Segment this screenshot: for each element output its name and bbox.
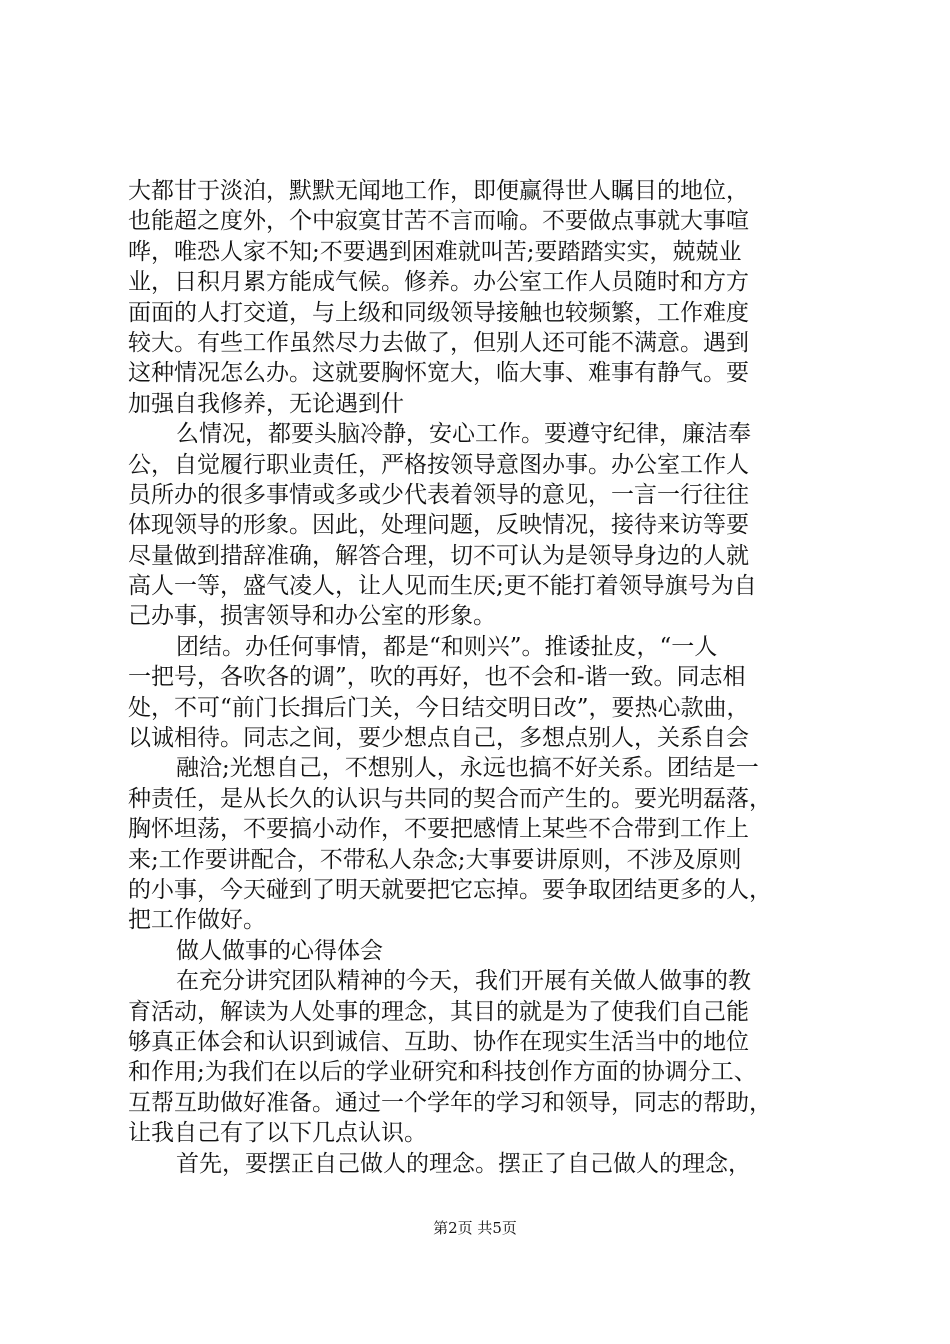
text-line: 大都甘于淡泊，默默无闻地工作，即便赢得世人瞩目的地位，	[128, 178, 749, 204]
text-line: 处，不可“前门长揖后门关，今日结交明日改”，要热心款曲，	[128, 694, 750, 721]
text-line: 加强自我修养，无论遇到什	[128, 390, 404, 417]
text-line: 种责任，是从长久的认识与共同的契合而产生的。要光明磊落，	[128, 785, 772, 812]
text-line: 的小事，今天碰到了明天就要把它忘掉。要争取团结更多的人，	[128, 876, 772, 903]
text-line: 面面的人打交道，与上级和同级领导接触也较频繁，工作难度	[128, 299, 749, 326]
text-line: 体现领导的形象。因此，处理问题，反映情况，接待来访等要	[128, 512, 749, 539]
text-line: 一把号，各吹各的调”，吹的再好，也不会和-谐一致。同志相	[128, 664, 746, 691]
text-line: 融洽;光想自己，不想别人，永远也搞不好关系。团结是一	[176, 755, 759, 782]
text-line: 以诚相待。同志之间，要少想点自己，多想点别人，关系自会	[128, 725, 749, 752]
text-line: 这种情况怎么办。这就要胸怀宽大，临大事、难事有静气。要	[128, 360, 749, 387]
text-line: 较大。有些工作虽然尽力去做了，但别人还可能不满意。遇到	[128, 329, 749, 356]
text-line: 首先，要摆正自己做人的理念。摆正了自己做人的理念，	[176, 1150, 751, 1177]
text-line: 胸怀坦荡，不要搞小动作，不要把感情上某些不合带到工作上	[128, 816, 749, 843]
body-text	[128, 176, 840, 1179]
text-line: 育活动，解读为人处事的理念，其目的就是为了使我们自己能	[128, 998, 749, 1025]
text-line: 来;工作要讲配合，不带私人杂念;大事要讲原则，不涉及原则	[128, 846, 742, 873]
text-line: 在充分讲究团队精神的今天，我们开展有关做人做事的教	[176, 968, 751, 995]
text-line: 互帮互助做好准备。通过一个学年的学习和领导，同志的帮助，	[128, 1089, 772, 1116]
text-line: 哗，唯恐人家不知;不要遇到困难就叫苦;要踏踏实实，兢兢业	[128, 238, 742, 265]
text-line: 员所办的很多事情或多或少代表着领导的意见，一言一行往往	[128, 481, 749, 508]
text-line: 己办事，损害领导和办公室的形象。	[128, 603, 496, 630]
text-line: 尽量做到措辞准确，解答合理，切不可认为是领导身边的人就	[128, 542, 749, 569]
page-number-footer: 第2页 共5页	[433, 1219, 517, 1237]
text-line: 高人一等，盛气凌人，让人见而生厌;更不能打着领导旗号为自	[128, 573, 757, 600]
text-line: 团结。办任何事情，都是“和则兴”。推诿扯皮，“一人	[176, 633, 718, 660]
text-line: 业，日积月累方能成气候。修养。办公室工作人员随时和方方	[128, 269, 749, 296]
text-line: 让我自己有了以下几点认识。	[128, 1120, 427, 1147]
text-line: 把工作做好。	[128, 907, 266, 934]
text-line: 公，自觉履行职业责任，严格按领导意图办事。办公室工作人	[128, 451, 749, 478]
section-heading: 做人做事的心得体会	[176, 937, 383, 964]
text-line: 么情况，都要头脑冷静，安心工作。要遵守纪律，廉洁奉	[176, 421, 751, 448]
text-line: 也能超之度外，个中寂寞甘苦不言而喻。不要做点事就大事喧	[128, 208, 749, 235]
text-line: 和作用;为我们在以后的学业研究和科技创作方面的协调分工、	[128, 1059, 757, 1086]
text-line: 够真正体会和认识到诚信、互助、协作在现实生活当中的地位	[128, 1028, 749, 1055]
